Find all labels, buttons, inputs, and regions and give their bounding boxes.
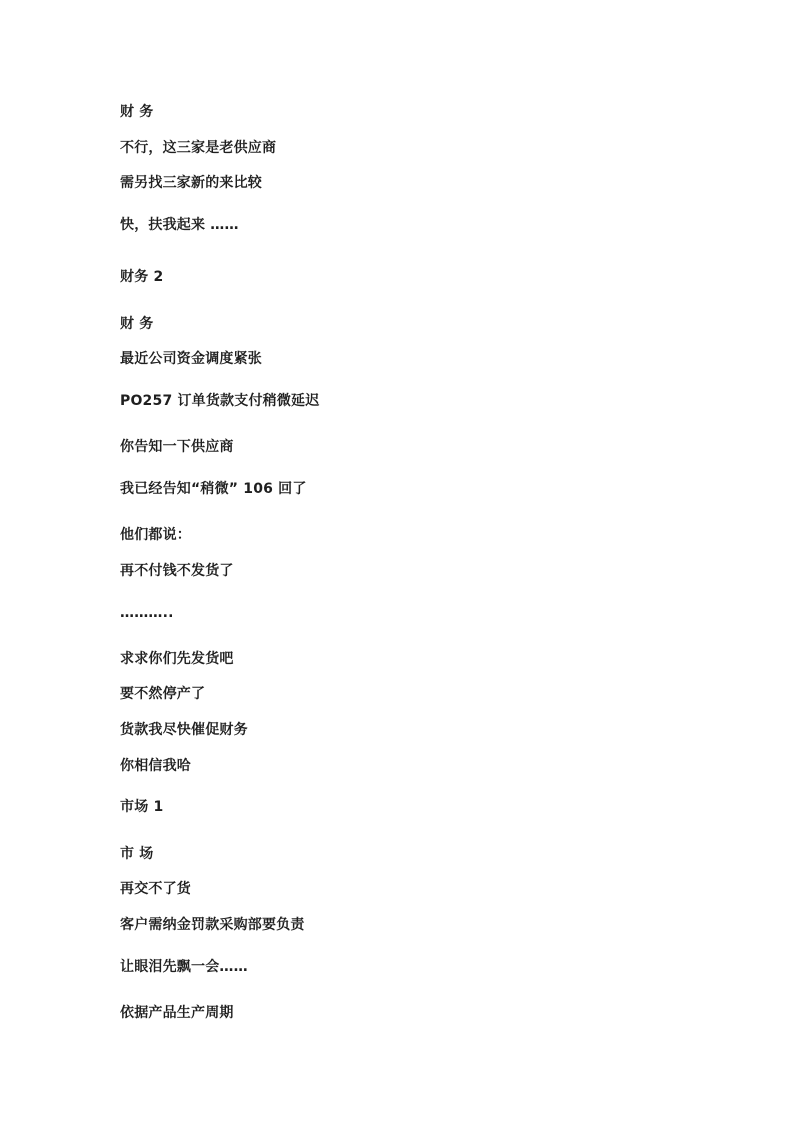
text-line: 要不然停产了: [120, 686, 206, 702]
text-line: 让眼泪先飘一会……: [120, 959, 248, 975]
text-line: 客户需纳金罚款采购部要负责: [120, 917, 305, 933]
text-line: 需另找三家新的来比较: [120, 175, 262, 191]
text-line: 再不付钱不发货了: [120, 563, 234, 579]
speaker-label-finance: 财 务: [120, 104, 154, 120]
section-heading-finance-2: 财务 2: [120, 269, 164, 285]
text-line: 你告知一下供应商: [120, 439, 234, 455]
text-line: 再交不了货: [120, 881, 191, 897]
text-line: 快，扶我起来 ……: [120, 217, 239, 233]
text-line: PO257 订单货款支付稍微延迟: [120, 393, 320, 409]
text-line: 货款我尽快催促财务: [120, 722, 248, 738]
text-line: 我已经告知“稍微” 106 回了: [120, 481, 307, 497]
text-line: ………..: [120, 605, 174, 621]
speaker-label-market: 市 场: [120, 846, 154, 862]
text-line: 最近公司资金调度紧张: [120, 351, 262, 367]
text-line: 不行，这三家是老供应商: [120, 140, 277, 156]
text-line: 你相信我哈: [120, 758, 191, 774]
text-line: 他们都说：: [120, 527, 191, 543]
section-heading-market-1: 市场 1: [120, 799, 164, 815]
text-line: 依据产品生产周期: [120, 1005, 234, 1021]
text-line: 求求你们先发货吧: [120, 651, 234, 667]
speaker-label-finance: 财 务: [120, 316, 154, 332]
